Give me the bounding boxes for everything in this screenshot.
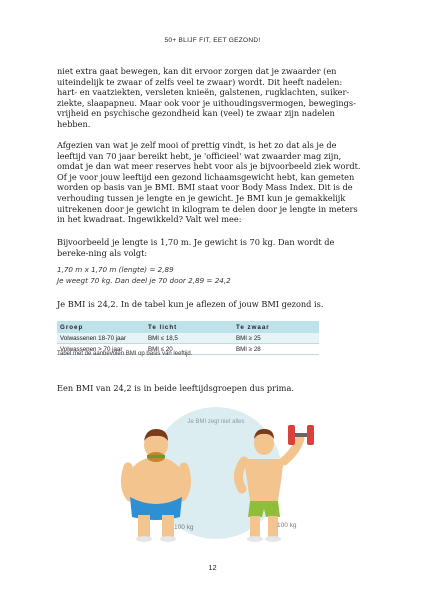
- table-header-te-zwaar: Te zwaar: [233, 321, 319, 333]
- table-header-te-licht: Te licht: [145, 321, 233, 333]
- illustration-caption: Je BMI zegt niet alles: [187, 419, 245, 425]
- table-header-row: [57, 321, 319, 333]
- bmi-illustration: [104, 405, 324, 550]
- page-number: 12: [208, 563, 217, 572]
- bmi-table: [57, 321, 319, 355]
- table-cell: Volwassenen 18-70 jaar: [57, 333, 145, 344]
- weight-label-left: 100 kg: [174, 524, 194, 531]
- table-cell: BMI ≤ 18,5: [145, 333, 233, 344]
- calculation-line-1: 1,70 m x 1,70 m (lengte) = 2,89: [57, 265, 174, 274]
- table-caption: Tabel met de aanbevolen BMI op basis van leeftijd.: [57, 351, 193, 357]
- paragraph-intro: niet extra gaat bewegen, kan dit ervoor zorgen dat je zwaarder (en uiteindelijk te zwaar of zelfs veel te zwaar) wordt. Dit heeft nadelen: hart- en vaatziekten, versleten knieën, galstenen, rugklachten, suiker-ziekte, slaapapneu. Maar ook voor je uithoudingsvermogen, bewegings-vrijheid en psychische gezondheid kan (veel) te zwaar zijn nadelen hebben.: [57, 66, 356, 129]
- calculation-line-2: Je weegt 70 kg. Dan deel je 70 door 2,89 = 24,2: [57, 276, 231, 285]
- weight-label-right: 100 kg: [277, 522, 297, 529]
- table-cell: Volwassenen > 70 jaar: [57, 344, 145, 355]
- paragraph-conclusion: Een BMI van 24,2 is in beide leeftijdsgroepen dus prima.: [57, 383, 294, 393]
- paragraph-bmi-explanation: Afgezien van wat je zelf mooi of prettig vindt, is het zo dat als je de leeftijd van 70 jaar bereikt hebt, je 'officieel' wat zwaarder mag zijn, omdat je dan wat meer reserves hebt voor als je bijvoorbeeld ziek wordt. Of je voor jouw leeftijd een gezond lichaamsgewicht hebt, kan gemeten worden op basis van je BMI. BMI staat voor Body Mass Index. Dit is de verhouding tussen je lengte en je gewicht. Je BMI kun je gemakkelijk uitrekenen door je gewicht in kilogram te delen door je lengte in meters in het kwadraat. Ingewikkeld? Valt wel mee:: [57, 140, 361, 225]
- paragraph-bmi-result: Je BMI is 24,2. In de tabel kun je aflezen of jouw BMI gezond is.: [57, 299, 324, 309]
- table-row: [57, 333, 319, 344]
- table-header-groep: Groep: [57, 321, 145, 333]
- table-cell: BMI ≥ 25: [233, 333, 319, 344]
- table-cell: BMI ≥ 28: [233, 344, 319, 355]
- running-header: 50+ BLIJF FIT, EET GEZOND!: [164, 37, 261, 44]
- table-cell: BMI ≤ 20: [145, 344, 233, 355]
- paragraph-example: Bijvoorbeeld je lengte is 1,70 m. Je gewicht is 70 kg. Dan wordt de bereke-ning als volgt:: [57, 237, 335, 258]
